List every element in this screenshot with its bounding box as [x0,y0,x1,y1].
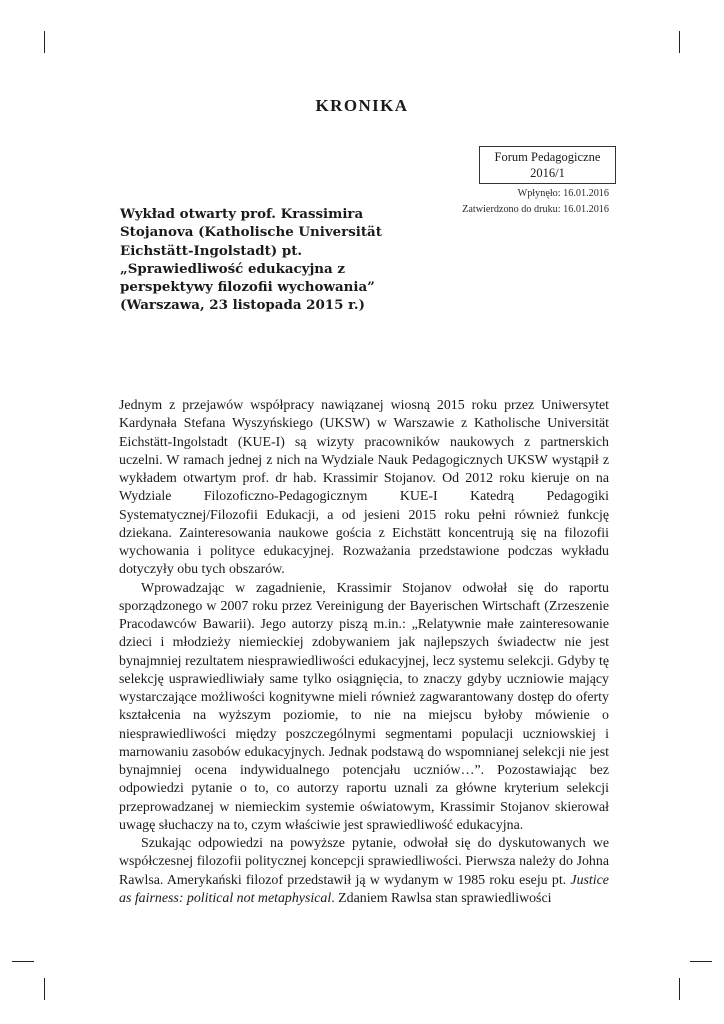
received-date: Wpłynęło: 16.01.2016 [517,188,609,199]
paragraph-3-tail: . Zdaniem Rawlsa stan sprawiedliwości [331,890,552,906]
section-title: KRONIKA [315,96,409,115]
paragraph-3 [119,835,609,908]
crop-mark-bottom-right-h [690,961,712,962]
crop-mark-top-right [679,31,680,53]
crop-mark-top-left [44,31,45,53]
crop-mark-bottom-left-v [44,978,45,1000]
paragraph-1: Jednym z przejawów współpracy nawiązanej wiosną 2015 roku przez Uniwersytet Kardynała Stefana Wyszyńskiego (UKSW) w Warszawie z Katholische Universität Eichstätt-Ingolstadt (KUE-I) są wizyty pracowników naukowych z partnerskich uczelni. W ramach jednej z nich na Wydziale Nauk Pedagogicznych UKSW wystąpił z wykładem otwartym prof. dr hab. Krassimir Stojanov. Od 2012 roku kieruje on na Wydziale Filozoficzno-Pedagogicznym KUE-I Katedrą Pedagogiki Systematycznej/Filozofii Edukacji, a od jesieni 2015 roku pełni również funkcję dziekana. Zainteresowania naukowe gościa z Eichstätt koncentrują się na filozofii wychowania i polityce edukacyjnej. Rozważania przedstawione podczas wykładu dotyczyły obu tych obszarów. [119,398,609,578]
journal-info-box [479,146,616,184]
approved-date: Zatwierdzono do druku: 16.01.2016 [462,204,609,215]
article-body [119,397,609,908]
journal-name: Forum Pedagogiczne [494,150,601,164]
paragraph-2: Wprowadzając w zagadnienie, Krassimir Stojanov odwołał się do raportu sporządzonego w 2007 roku przez Vereinigung der Bayerischen Wirtschaft (Zrzeszenie Pracodawców Bawarii). Jego autorzy piszą m.in.: „Relatywnie małe zainteresowanie dzieci i młodzieży niemieckiej zdobywaniem jak najlepszych świadectw nie jest bynajmniej rezultatem niesprawiedliwości edukacyjnej, lecz systemu selekcji. Gdyby tę selekcję usprawiedliwiały same tylko osiągnięcia, to znaczy gdyby uczniowie mający wystarczające możliwości kognitywne mieli również zagwarantowany dostęp do oferty kształcenia na wyższym poziomie, to nie na miejscu byłoby mówienie o niesprawiedliwości między poszczególnymi segmentami populacji uczniowskiej i marnowaniu zasobów edukacyjnych. Jednak podstawą do wspomnianej selekcji nie jest bynajmniej ocena indywidualnego potencjału uczniów…”. Pozostawiając bez odpowiedzi pytanie o to, co autorzy raportu uznali za główne kryterium selekcji przeprowadzanej w niemieckim systemie oświatowym, Krassimir Stojanov skierował uwagę słuchaczy na to, czym właściwie jest sprawiedliwość edukacyjna. [119,580,609,833]
crop-mark-bottom-left-h [12,961,34,962]
crop-mark-bottom-right-v [679,978,680,1000]
essay-title: Justice as fairness: political not metaphysical [119,872,609,906]
journal-issue: 2016/1 [530,165,565,180]
paragraph-3-text: Szukając odpowiedzi na powyższe pytanie, odwołał się do dyskutowanych we współczesnej filozofii politycznej koncepcji sprawiedliwości. Pierwsza należy do Johna Rawlsa. Amerykański filozof przedstawił ją w wydanym w 1985 roku eseju pt. [119,836,609,888]
article-title: Wykład otwarty prof. Krassimira Stojanova (Katholische Universität Eichstätt-Ingolstadt) pt. „Sprawiedliwość edukacyjna z perspektywy filozofii wychowania” (Warszawa, 23 listopada 2015 r.) [120,206,382,314]
